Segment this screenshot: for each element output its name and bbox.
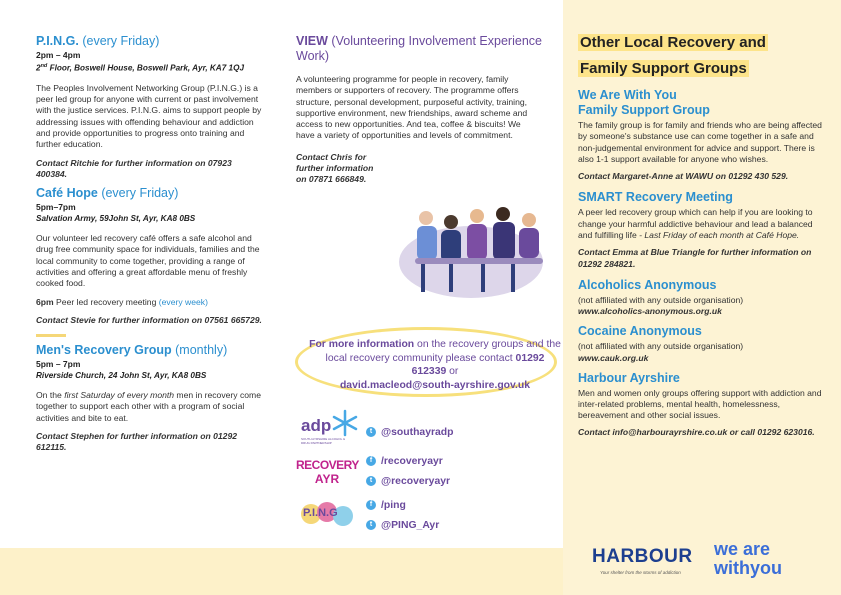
we-are-with-you-logo: we are withyou	[714, 539, 782, 578]
aa-title: Alcoholics Anonymous	[578, 277, 717, 292]
cafe-hope-time: 5pm–7pm	[36, 202, 76, 213]
more-info-text: For more information on the recovery groups and the local recovery community please contact 01292 612339 or david.macleod@south-ayrshire.gov.uk	[309, 339, 561, 391]
column-middle	[281, 0, 563, 595]
twitter-icon: t	[366, 427, 376, 437]
column-left	[0, 0, 281, 595]
column-right	[563, 0, 841, 595]
other-groups-heading: Other Local Recovery and Family Support Groups	[580, 34, 766, 77]
ca-url[interactable]: www.cauk.org.uk	[578, 352, 649, 363]
view-contact: Contact Chris for further information on 07871 666849.	[296, 151, 374, 185]
ping-logo: P.I.N.G	[299, 500, 355, 530]
adp-logo: adp SOUTH AYRSHIRE ALCOHOL & DRUG PARTNERSHIP	[301, 408, 361, 452]
adp-star-icon	[331, 408, 359, 438]
cafe-hope-address: Salvation Army, 59John St, Ayr, KA8 0BS	[36, 214, 196, 224]
ca-note: (not affiliated with any outside organisation)	[578, 341, 744, 352]
wawu-contact: Contact Margaret-Anne at WAWU on 01292 430 529.	[578, 171, 789, 182]
ca-title: Cocaine Anonymous	[578, 324, 702, 339]
aa-note: (not affiliated with any outside organisation)	[578, 294, 744, 305]
ping-section	[36, 34, 265, 180]
mens-group-time: 5pm – 7pm	[36, 359, 81, 370]
twitter-icon: t	[366, 520, 376, 530]
group-illustration	[391, 200, 551, 300]
cafe-hope-section	[36, 186, 265, 326]
mens-group-title: Men's Recovery Group (monthly)	[36, 343, 228, 358]
cafe-hope-contact: Contact Stevie for further information on 07561 665729.	[36, 314, 262, 325]
smart-description: A peer led recovery group which can help if you are looking to change your harmful addictive behaviour and lead a balanced and fulfilling life - Last Friday of each month at Café Hope.	[578, 207, 813, 241]
recovery-twitter[interactable]: t @recoveryayr	[366, 476, 450, 487]
ping-facebook[interactable]: f /ping	[366, 500, 406, 511]
view-title: VIEW (Volunteering Involvement Experience Work)	[296, 34, 542, 63]
cafe-hope-meeting: 6pm Peer led recovery meeting (every week)	[36, 296, 208, 307]
aa-url[interactable]: www.alcoholics-anonymous.org.uk	[578, 306, 722, 317]
wawu-title: We Are With You Family Support Group	[578, 88, 710, 117]
harbour-logo: HARBOUR Your shelter from the storms of addiction	[592, 546, 693, 575]
wawu-description: The family group is for family and friends who are being affected by someone's substance use can come together in a safe and non-judgemental environment for advice and support. There is also 1-1 support available for anyone who wishes.	[578, 120, 822, 164]
ping-twitter[interactable]: t @PING_Ayr	[366, 520, 439, 531]
mens-group-description: On the first Saturday of every month men in recovery come together to support each other with a program of social activities and bite to eat.	[36, 390, 261, 423]
adp-twitter[interactable]: t @southayradp	[366, 427, 454, 438]
recovery-facebook[interactable]: f /recoveryayr	[366, 456, 443, 467]
recovery-ayr-logo: RECOVERY AYR	[296, 458, 359, 486]
cafe-hope-description: Our volunteer led recovery café offers a safe alcohol and drug free community space for individuals, families and the local community to come together, providing a range of activities and offering a great affordable menu of freshly cooked food.	[36, 233, 260, 289]
harbour-contact: Contact info@harbourayrshire.co.uk or call 01292 623016.	[578, 427, 815, 438]
smart-contact: Contact Emma at Blue Triangle for further information on 01292 284821.	[578, 247, 812, 269]
smart-title: SMART Recovery Meeting	[578, 190, 733, 205]
ping-title: P.I.N.G. (every Friday)	[36, 34, 160, 48]
mens-group-contact: Contact Stephen for further information on 01292 612115.	[36, 431, 238, 453]
partner-logos	[592, 540, 832, 590]
section-divider	[36, 334, 66, 337]
harbour-description: Men and women only groups offering support with addiction and inter-related problems, mental health, homelessness, bereavement and other social issues.	[578, 387, 822, 421]
ping-time: 2pm – 4pm	[36, 50, 81, 60]
contact-email[interactable]: david.macleod@south-ayrshire.gov.uk	[339, 379, 531, 391]
harbour-title: Harbour Ayrshire	[578, 370, 680, 385]
mens-group-section	[36, 343, 265, 453]
cafe-hope-title: Café Hope (every Friday)	[36, 186, 179, 201]
view-description: A volunteering programme for people in recovery, family members or supporters of recovery. The programme offers structure, personal development, purposeful activity, training, supportive environment, new friendships, award scheme and access to new opportunities. And tea, coffee & biscuits! We have a variety of opportunities and levels of commitment.	[296, 74, 528, 141]
facebook-icon: f	[366, 500, 376, 510]
ping-description: The Peoples Involvement Networking Group (P.I.N.G.) is a peer led group for anyone with current or past involvement with the justice services. P.I.N.G. aims to support people by addressing issues with offending behaviour and addiction and provide opportunities to progress onto training and further education.	[36, 82, 262, 150]
facebook-icon: f	[366, 456, 376, 466]
mens-group-address: Riverside Church, 24 John St, Ayr, KA8 0BS	[36, 371, 207, 381]
ping-contact: Contact Ritchie for further information on 07923 400384.	[36, 157, 232, 179]
twitter-icon: t	[366, 476, 376, 486]
ping-address: 2nd Floor, Boswell House, Boswell Park, Ayr, KA7 1QJ	[36, 63, 245, 73]
